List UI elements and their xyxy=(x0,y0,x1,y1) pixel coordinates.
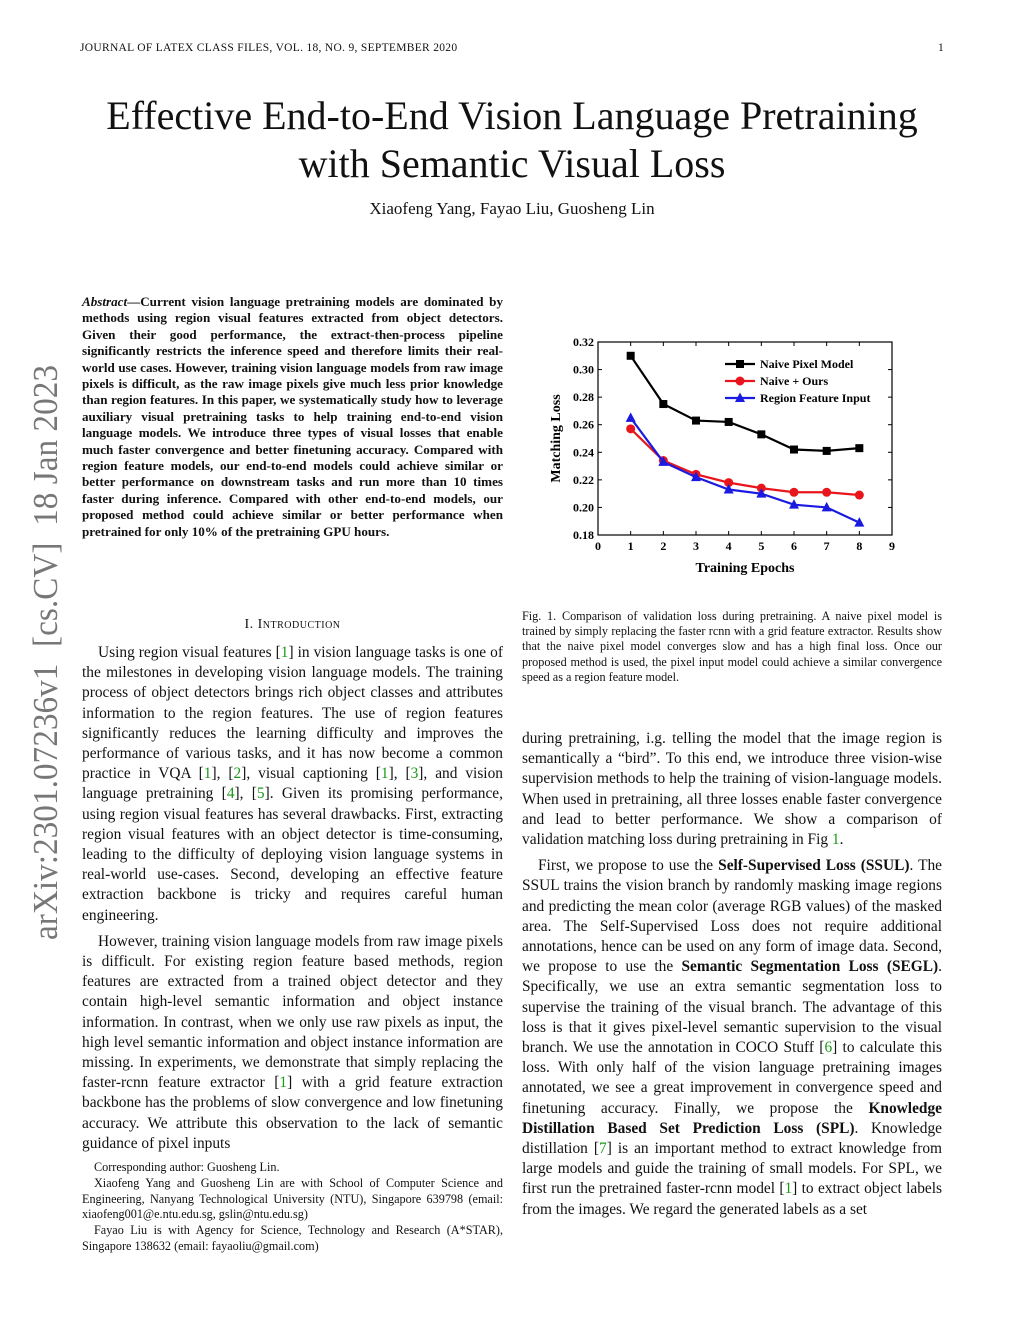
right-paragraph-1: during pretraining, i.g. telling the model that the image region is semantically a “bird”. To this end, we introduce three vision-wise supervision methods to help the training of vision-language models. When used in pretraining, all three losses enable faster convergence and lead to better performance. We show a comparison of validation matching loss during pretraining in Fig 1. xyxy=(522,730,942,849)
y-tick-label: 0.20 xyxy=(573,500,594,515)
y-tick-label: 0.22 xyxy=(573,472,594,487)
legend-label-3: Region Feature Input xyxy=(760,391,871,405)
left-column-body xyxy=(82,643,503,1154)
x-tick-label: 8 xyxy=(856,539,863,553)
legend-marker-1 xyxy=(736,360,744,368)
arxiv-id-text: arXiv:2301.07236v1 [cs.CV] 18 Jan 2023 xyxy=(26,335,65,940)
citation-link[interactable]: 6 xyxy=(824,1039,833,1057)
line-chart xyxy=(540,330,940,580)
title-line-1: Effective End-to-End Vision Language Pretraining xyxy=(106,93,918,138)
y-tick-label: 0.18 xyxy=(573,528,594,542)
footnote-affiliation-2: Fayao Liu is with Agency for Science, Technology and Research (A*STAR), Singapore 138632 (email: fayaoliu@gmail.com) xyxy=(82,1223,503,1253)
footnotes xyxy=(82,1160,503,1255)
data-point-series-1 xyxy=(659,400,667,408)
data-point-series-2 xyxy=(855,491,864,500)
right-paragraph-2: First, we propose to use the Self-Supervised Loss (SSUL). The SSUL trains the vision branch by randomly masking image regions and predicting the mean color (average RGB values) of the masked area. The Self-Supervised Loss does not require additional annotations, hence can be used on any form of image data. Second, we propose to use the Semantic Segmentation Loss (SEGL). Specifically, we use an extra semantic segmentation loss to supervise the training of the visual branch. The advantage of this loss is that it gives pixel-level semantic supervision to the visual branch. We use the annotation in COCO Stuff [6] to calculate this loss. With only half of the vision language pretraining images annotated, we see a great improvement in convergence speed and finetuning accuracy. Finally, we propose the Knowledge Distillation Based Set Prediction Loss (SPL). Knowledge distillation [7] is an important method to extract knowledge from large models and guide the training of small models. For SPL, we first run the pretrained faster-rcnn model [1] to extract object labels from the images. We regard the generated labels as a set xyxy=(522,857,942,1218)
y-tick-label: 0.26 xyxy=(573,417,594,432)
data-point-series-1 xyxy=(790,446,798,454)
x-tick-label: 3 xyxy=(693,539,699,553)
y-axis-label: Matching Loss xyxy=(549,394,564,483)
data-point-series-1 xyxy=(823,447,831,455)
data-point-series-1 xyxy=(692,417,700,425)
section-title: Introduction xyxy=(257,617,341,632)
intro-paragraph-2: However, training vision language models from raw image pixels is difficult. For existing region feature based methods, region features are extracted from a trained object detector and they contain high-level semantic information and object instance information. In contrast, when we only use raw pixels as input, the high level semantic information and object instance information are missing. In experiments, we demonstrate that simply replacing the faster-rcnn feature extractor [1] with a grid feature extraction backbone has the problems of slow convergence and low finetuning accuracy. We attribute this observation to the lack of semantic guidance of pixel inputs xyxy=(82,932,503,1152)
data-point-series-3 xyxy=(626,412,636,422)
abstract-text: —Current vision language pretraining models are dominated by methods using region visual features extracted from object detectors. Given their good performance, the extract-then-process pipeline significantly restricts the inference speed and therefore limits their real-world use cases. However, training vision language models from raw image pixels is difficult, as the raw image pixels give much less prior knowledge than region features. In this paper, we systematically study how to leverage auxiliary visual pretraining tasks to help training end-to-end vision language models. We introduce three types of visual losses that enable much faster convergence and better finetuning accuracy. Compared with region feature models, our end-to-end models could achieve similar or better performance on downstream tasks and run more than 10 times faster during inference. Compared with other end-to-end models, our proposed method could achieve similar or better performance when pretrained for only 10% of the pretraining GPU hours. xyxy=(82,294,503,539)
y-tick-label: 0.30 xyxy=(573,362,594,377)
citation-link[interactable]: 1 xyxy=(784,1180,793,1198)
data-point-series-1 xyxy=(855,444,863,452)
x-axis-label: Training Epochs xyxy=(695,561,795,576)
authors: Xiaofeng Yang, Fayao Liu, Guosheng Lin xyxy=(369,199,655,218)
x-tick-label: 6 xyxy=(791,539,797,553)
citation-link[interactable]: 1 xyxy=(380,765,389,783)
ssul-term: Self-Supervised Loss (SSUL) xyxy=(718,857,910,875)
y-tick-label: 0.28 xyxy=(573,390,594,405)
segl-term: Semantic Segmentation Loss (SEGL) xyxy=(681,958,939,976)
page-number: 1 xyxy=(938,42,944,54)
figure-link[interactable]: 1 xyxy=(831,831,840,849)
data-point-series-2 xyxy=(822,488,831,497)
data-point-series-1 xyxy=(725,418,733,426)
legend-label-2: Naive + Ours xyxy=(760,374,829,388)
legend-label-1: Naive Pixel Model xyxy=(760,357,854,371)
figure-1-chart xyxy=(540,330,940,580)
abstract-lead: Abstract xyxy=(82,294,128,309)
x-tick-label: 9 xyxy=(889,539,895,553)
citation-link[interactable]: 4 xyxy=(226,785,235,803)
citation-link[interactable]: 1 xyxy=(203,765,212,783)
footnote-corresponding-author: Corresponding author: Guosheng Lin. xyxy=(94,1160,280,1174)
spl-term: Knowledge Distillation Based Set Prediction Loss (SPL) xyxy=(522,1099,942,1137)
data-point-series-2 xyxy=(790,488,799,497)
x-tick-label: 0 xyxy=(595,539,601,553)
paper-title xyxy=(60,92,964,188)
citation-link[interactable]: 3 xyxy=(410,765,419,783)
x-tick-label: 2 xyxy=(660,539,667,553)
data-point-series-1 xyxy=(627,352,635,360)
legend-marker-2 xyxy=(736,377,745,386)
x-tick-label: 7 xyxy=(823,539,830,553)
running-header: JOURNAL OF LATEX CLASS FILES, VOL. 18, NO. 9, SEPTEMBER 2020 xyxy=(80,42,458,54)
x-tick-label: 5 xyxy=(758,539,765,553)
x-tick-label: 1 xyxy=(627,539,634,553)
data-point-series-2 xyxy=(626,424,635,433)
right-column-body xyxy=(522,729,942,1220)
data-point-series-1 xyxy=(757,430,765,438)
citation-link[interactable]: 2 xyxy=(233,765,242,783)
title-line-2: with Semantic Visual Loss xyxy=(298,141,726,186)
arxiv-side-identifier xyxy=(12,335,72,950)
intro-paragraph-1: Using region visual features [1] in vision language tasks is one of the milestones in developing vision language models. The training process of object detectors brings rich object classes and attributes information to the region features. The use of region features significantly reduces the learning difficulty and improves the performance of various tasks, and it has now become a common practice in VQA [1], [2], visual captioning [1], [3], and vision language pretraining [4], [5]. Given its promising performance, using region visual features has several drawbacks. First, extracting region visual features with an object detector is time-consuming, leading to the difficulty of deploying vision language systems in real-world use-cases. Second, developing an effective feature extraction backbone is tricky and requires careful human engineering. xyxy=(82,644,503,924)
y-tick-label: 0.32 xyxy=(573,335,594,349)
citation-link[interactable]: 7 xyxy=(598,1140,607,1158)
citation-link[interactable]: 1 xyxy=(280,644,289,661)
section-heading-introduction: I. Introduction xyxy=(244,617,341,632)
citation-link[interactable]: 1 xyxy=(279,1074,288,1092)
citation-link[interactable]: 5 xyxy=(256,785,265,803)
x-tick-label: 4 xyxy=(725,539,732,553)
y-tick-label: 0.24 xyxy=(573,445,594,460)
abstract xyxy=(82,294,503,540)
figure-1-caption: Fig. 1. Comparison of validation loss during pretraining. A naive pixel model is trained by simply replacing the faster rcnn with a grid feature extractor. Results show that the naive pixel model converges slow and has a high final loss. Once our proposed method is used, the pixel input model could achieve a similar convergence speed as a region feature model. xyxy=(522,609,942,684)
footnote-affiliation-1: Xiaofeng Yang and Guosheng Lin are with School of Computer Science and Engineering, Nanyang Technological University (NTU), Singapore 639798 (email: xiaofeng001@e.ntu.edu.sg, gslin@ntu.edu.sg) xyxy=(82,1175,503,1222)
